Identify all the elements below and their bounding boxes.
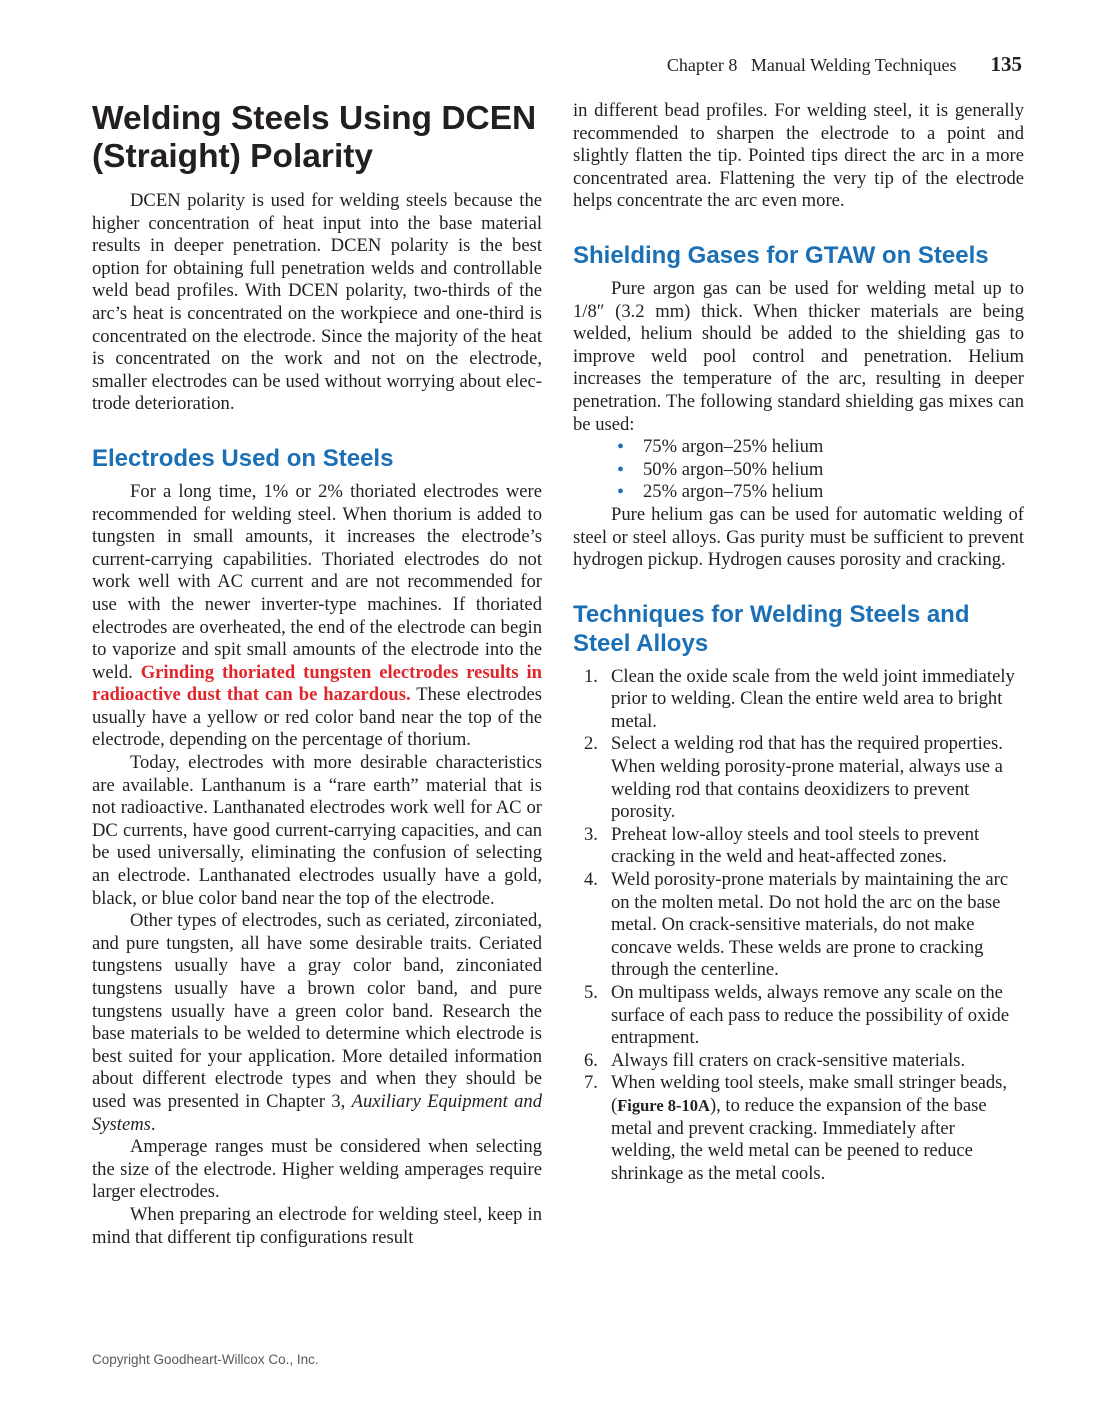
list-item: 5. On multipass welds, always remove any scale on the surface of each pass to reduce the possibility of oxide entrapment. [584, 982, 1010, 1049]
chapter-reference: Auxiliary Equipment and Systems [92, 1090, 543, 1135]
list-item: 1. Clean the oxide scale from the weld joint immediately prior to welding. Clean the entire weld area to bright metal. [584, 665, 1015, 732]
gases-paragraph-2: Pure helium gas can be used for automatic welding of steel or steel alloys. Gas purity must be sufficient to prevent hydrogen pickup. Hydrogen causes porosity and cracking. [573, 503, 1024, 571]
radioactive-warning: Grinding thoriated tungsten electrodes results in radioactive dust that can be hazardous. [92, 661, 542, 706]
right-column [573, 100, 1024, 1185]
electrodes-paragraph-3: Other types of electrodes, such as ceriated, zirconiated, and pure tungsten, all have some desirable traits. Ceriated tungstens usually have a gray color band, zinconiated tungstens usually have a brown color band, and pure tungstens usually have a green color band. Research the base materials to be welded to determine which electrode is best suited for your application. More detailed information about different electrode types and when they should be used was presented in Chapter 3, Auxiliary Equipment and Systems. [92, 910, 543, 1135]
running-head [667, 52, 1022, 77]
section-heading-shielding-gases: Shielding Gases for GTAW on Steels [573, 241, 989, 269]
copyright-footer: Copyright Goodheart-Willcox Co., Inc. [92, 1352, 319, 1367]
list-item: 4. Weld porosity-prone materials by maintaining the arc on the molten metal. Do not hold the arc on the base metal. On crack-sensitive materials, do not make concave welds. These welds are prone to cracking through the centerline. [584, 869, 1009, 981]
list-item: 6. Always fill craters on crack-sensitive materials. [584, 1049, 966, 1071]
electrodes-paragraph-5: When preparing an electrode for welding steel, keep in mind that different tip configurations result [92, 1203, 542, 1248]
page-number: 135 [990, 52, 1022, 76]
electrodes-paragraph-2: Today, electrodes with more desirable characteristics are available. Lanthanum is a “rare earth” material that is not radioactive. Lanthanated electrodes work well for AC or DC currents, have good current-carrying capacities, and can be used universally, eliminating the confusion of selecting an electrode. Lanthanated electrodes usually have a gold, black, or blue color band near the top of the electrode. [92, 752, 542, 909]
chapter-label: Chapter 8 Manual Welding Techniques [666, 55, 957, 75]
list-item: • 50% argon–50% helium [613, 459, 1024, 482]
electrodes-paragraph-4: Amperage ranges must be considered when selecting the size of the electrode. Higher welding amperages require larger electrodes. [92, 1136, 542, 1203]
section-heading-techniques: Techniques for Welding Steels and Steel Alloys [573, 600, 970, 657]
continuation-paragraph: in different bead profiles. For welding steel, it is generally recommended to sharpen the electrode to a point and slightly flatten the tip. Pointed tips direct the arc in a more concentrated area. Flattening the very tip of the electrode helps concentrate the arc even more. [573, 100, 1024, 212]
gas-mix-list [573, 436, 1024, 504]
list-item: 2. Select a welding rod that has the required properties. When welding porosity-prone material, always use a welding rod that contains deoxidizers to prevent porosity. [584, 733, 1003, 823]
electrodes-paragraph-1: For a long time, 1% or 2% thoriated electrodes were recommended for welding steel. When thorium is added to tungsten in small amounts, it increases the electrode’s current-carrying capabilities. Thoriated electrodes do not work well with AC current and are not recommended for use with the newer inverter-type machines. If thoriated electrodes are overheated, the end of the electrode can begin to vaporize and spit small amounts of the electrode into the weld. Grinding thoriated tungsten electrodes results in radioactive dust that can be hazardous. These electrodes usually have a yellow or red color band near the top of the electrode, depending on the percentage of thorium. [92, 480, 542, 751]
list-item: • 75% argon–25% helium [613, 436, 1024, 459]
list-item: 3. Preheat low-alloy steels and tool steels to prevent cracking in the weld and heat-affected zones. [584, 823, 980, 868]
figure-reference[interactable]: Figure 8-10A [617, 1095, 710, 1115]
left-column [92, 100, 542, 1249]
gases-paragraph-1: Pure argon gas can be used for welding metal up to 1/8″ (3.2 mm) thick. When thicker materials are being welded, helium should be added to the shielding gas to improve weld pool control and penetration. Helium increases the temperature of the arc, resulting in deeper penetration. The following standard shielding gas mixes can be used: [573, 277, 1024, 435]
section-heading-electrodes: Electrodes Used on Steels [92, 444, 394, 472]
intro-paragraph: DCEN polarity is used for welding steels because the higher concentration of heat input into the base material results in deeper penetration. DCEN polarity is the best option for obtaining full penetration welds and controllable weld bead profiles. With DCEN polarity, two-thirds of the arc’s heat is concentrated on the workpiece and one-third is concentrated on the electrode. Since the majority of the heat is concentrated on the work and not on the electrode, smaller electrodes can be used without worrying about electrode deterioration. [92, 190, 542, 415]
page-title: Welding Steels Using DCEN (Straight) Polarity [92, 100, 537, 175]
list-item: 7. When welding tool steels, make small stringer beads, (Figure 8-10A), to reduce the expansion of the base metal and prevent cracking. Immediately after welding, the weld metal can be peened to reduce shrinkage as the metal cools. [584, 1072, 1008, 1184]
techniques-list [573, 666, 1024, 1186]
list-item: • 25% argon–75% helium [613, 481, 1024, 504]
